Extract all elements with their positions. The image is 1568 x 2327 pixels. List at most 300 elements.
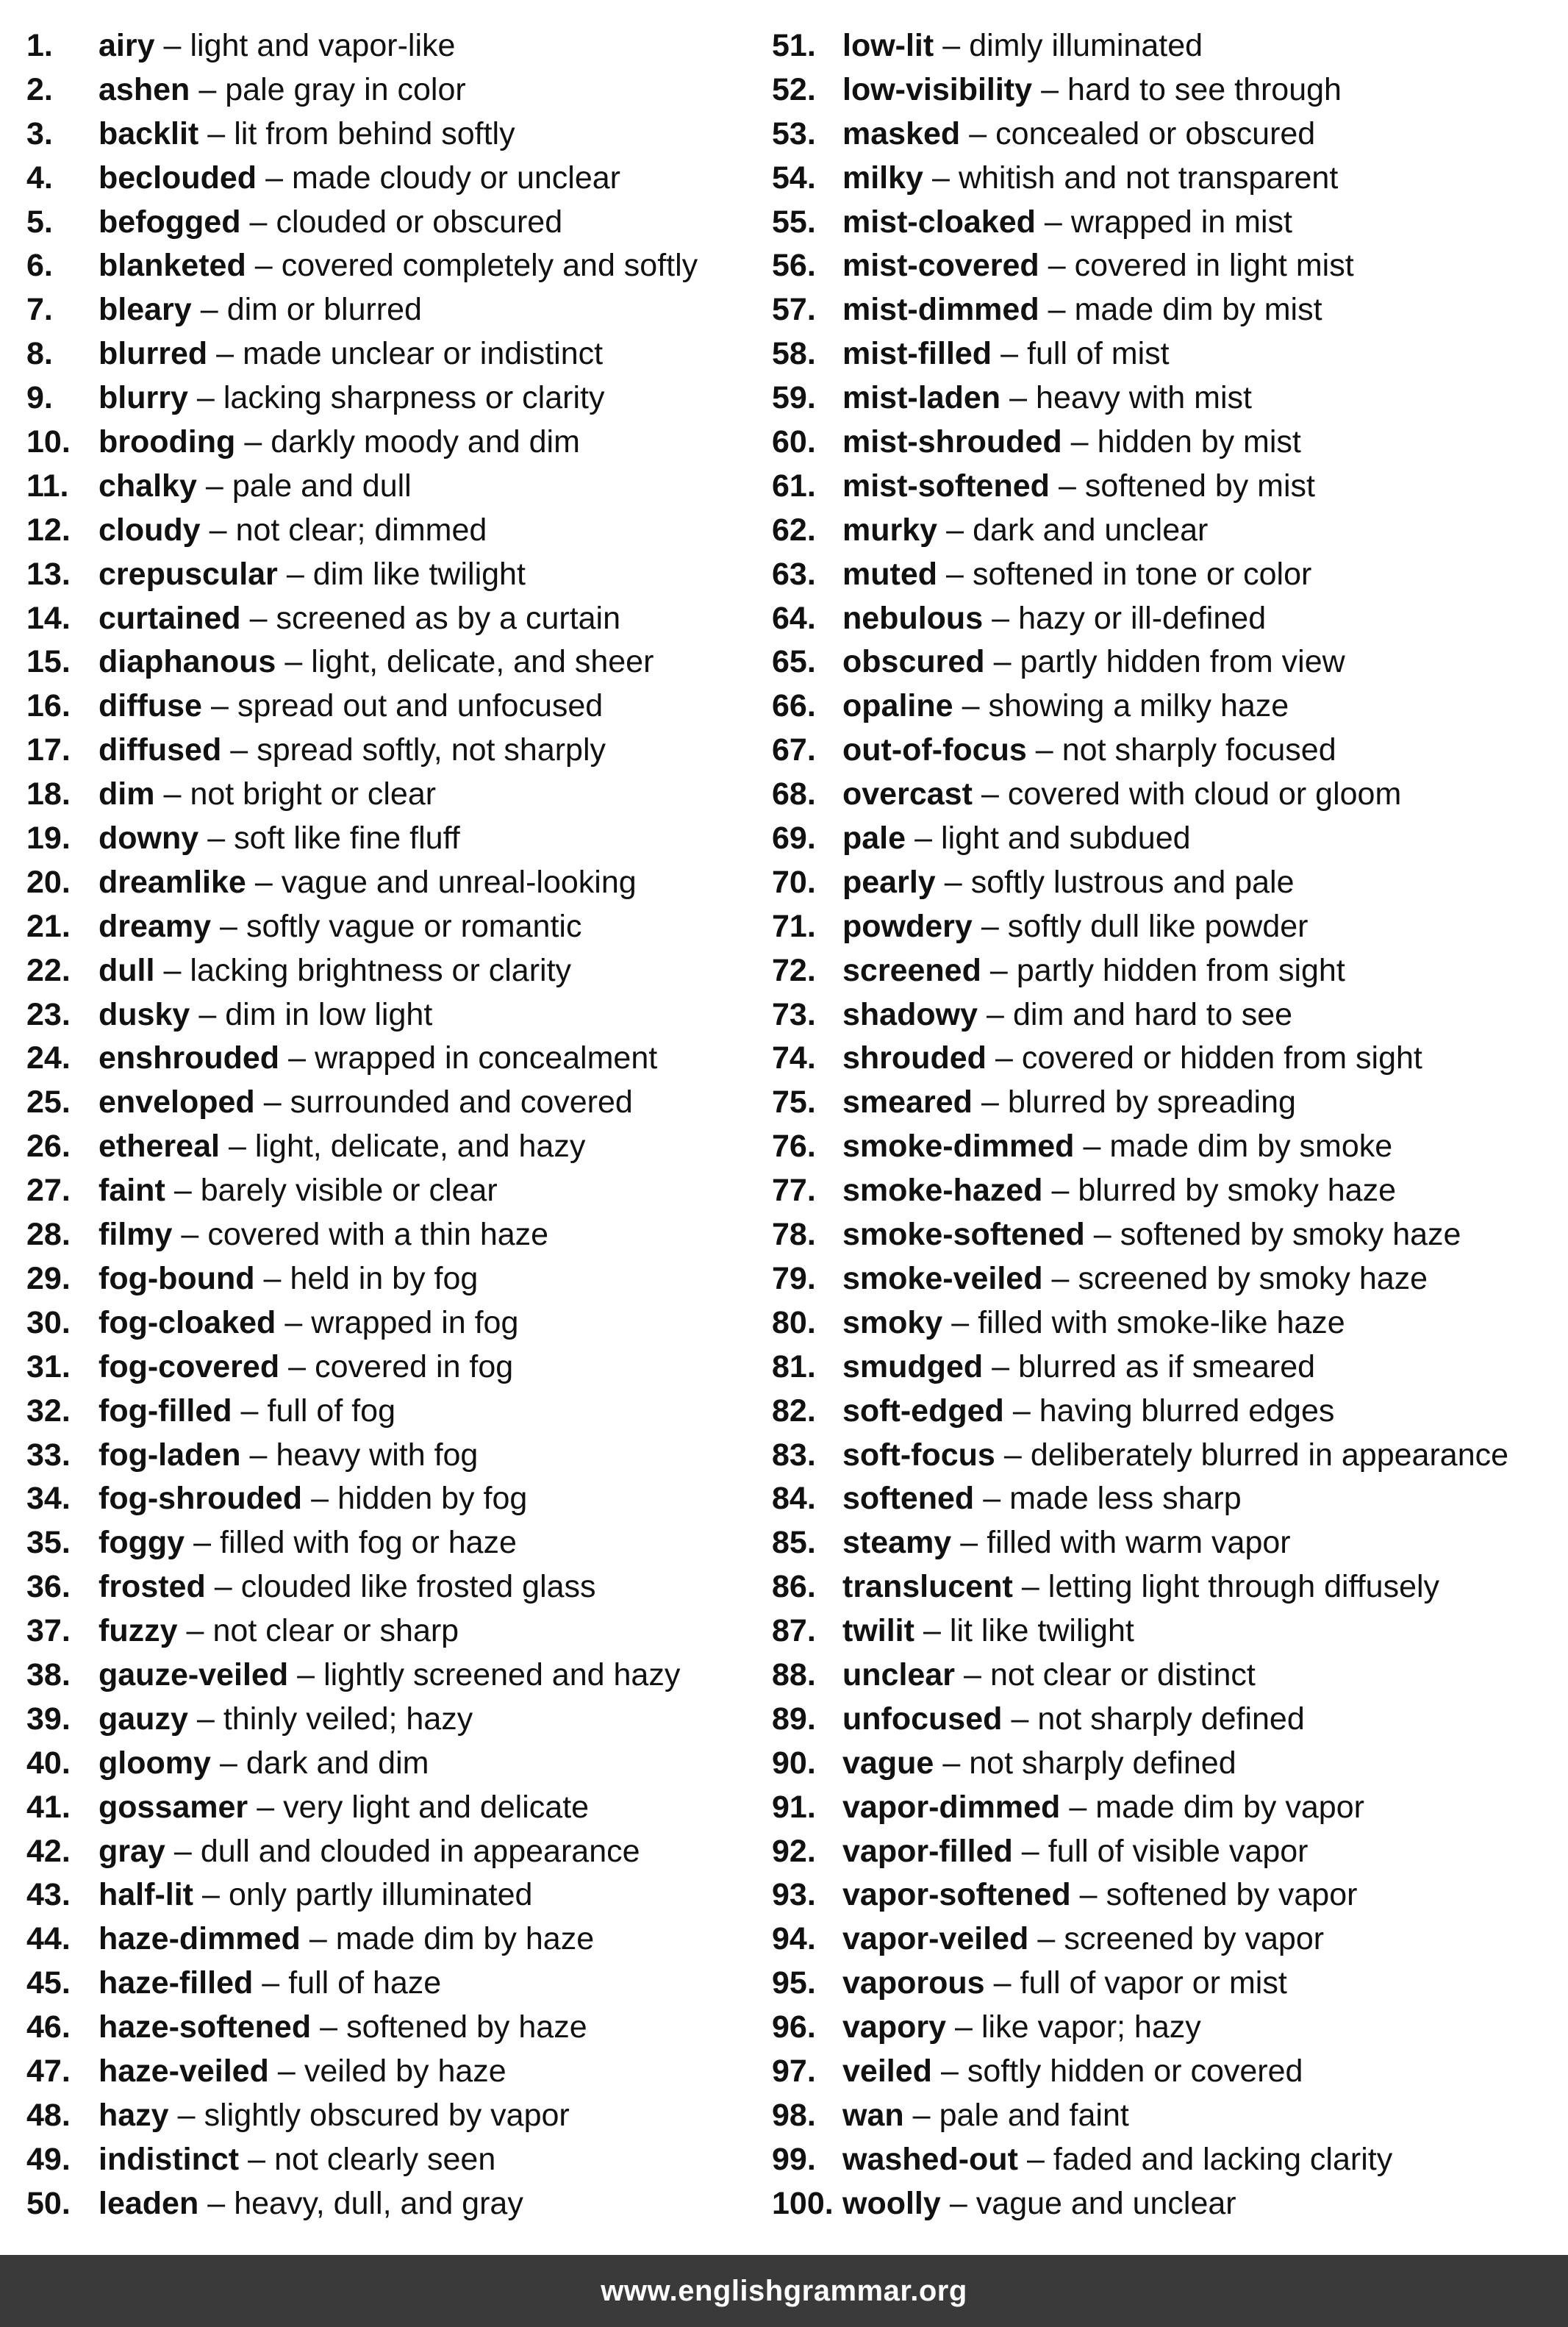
list-item-separator: – bbox=[1037, 1921, 1056, 1957]
list-item-separator: – bbox=[944, 864, 962, 900]
list-item-definition: faded and lacking clarity bbox=[1053, 2141, 1393, 2177]
list-item-separator: – bbox=[993, 1965, 1012, 2001]
list-item-separator: – bbox=[981, 776, 999, 812]
list-item-word: mist-cloaked bbox=[842, 204, 1036, 240]
list-item-word: haze-filled bbox=[99, 1965, 254, 2001]
list-item-separator: – bbox=[1041, 71, 1059, 107]
list-item-word: faint bbox=[99, 1173, 165, 1209]
list-item bbox=[772, 376, 1566, 421]
list-item-number: 4. bbox=[26, 160, 53, 196]
list-item bbox=[26, 68, 762, 112]
list-item-word: diaphanous bbox=[99, 644, 276, 680]
list-item-number: 23. bbox=[26, 996, 71, 1032]
list-item-definition: like vapor; hazy bbox=[981, 2009, 1201, 2045]
list-item-separator: – bbox=[993, 644, 1012, 680]
list-item bbox=[26, 201, 762, 245]
list-item bbox=[26, 1609, 762, 1654]
list-item-separator: – bbox=[207, 821, 226, 857]
list-item bbox=[772, 1917, 1566, 1962]
list-item bbox=[772, 1786, 1566, 1830]
list-item-number: 29. bbox=[26, 1260, 71, 1296]
list-item-separator: – bbox=[200, 292, 218, 328]
list-item bbox=[26, 1345, 762, 1390]
list-item-number: 96. bbox=[772, 2009, 816, 2045]
list-item-word: steamy bbox=[842, 1525, 952, 1561]
list-item-word: smoke-veiled bbox=[842, 1260, 1043, 1296]
list-item-separator: – bbox=[309, 1921, 327, 1957]
list-item-definition: filled with fog or haze bbox=[220, 1525, 517, 1561]
list-item-definition: dim and hard to see bbox=[1012, 996, 1293, 1032]
list-item-definition: dim in low light bbox=[225, 996, 433, 1032]
list-item bbox=[26, 421, 762, 465]
list-item-separator: – bbox=[277, 2053, 296, 2089]
list-item-number: 88. bbox=[772, 1656, 816, 1692]
list-item-word: chalky bbox=[99, 468, 197, 504]
list-item bbox=[26, 288, 762, 332]
list-item-number: 12. bbox=[26, 512, 71, 548]
list-item bbox=[772, 2006, 1566, 2050]
list-item-definition: hazy or ill-defined bbox=[1018, 600, 1267, 636]
list-item-word: blanketed bbox=[99, 248, 246, 284]
list-item-definition: spread softly, not sharply bbox=[257, 732, 606, 768]
list-item-word: leaden bbox=[99, 2185, 199, 2221]
list-item-number: 47. bbox=[26, 2053, 71, 2089]
footer-url[interactable]: www.englishgrammar.org bbox=[601, 2274, 967, 2307]
list-item-word: gloomy bbox=[99, 1745, 211, 1781]
list-item-word: low-lit bbox=[842, 28, 934, 63]
list-item-number: 17. bbox=[26, 732, 71, 768]
list-item-word: mist-softened bbox=[842, 468, 1050, 504]
list-item-definition: covered or hidden from sight bbox=[1021, 1040, 1422, 1076]
list-item-number: 62. bbox=[772, 512, 816, 548]
list-item-definition: covered in fog bbox=[315, 1348, 514, 1384]
list-item-separator: – bbox=[1048, 292, 1066, 328]
list-item-number: 52. bbox=[772, 71, 816, 107]
list-item bbox=[26, 1081, 762, 1125]
list-item-separator: – bbox=[249, 204, 268, 240]
list-item-definition: heavy with mist bbox=[1036, 380, 1252, 416]
list-item-word: beclouded bbox=[99, 160, 257, 196]
list-item-number: 81. bbox=[772, 1348, 816, 1384]
list-item-word: crepuscular bbox=[99, 556, 278, 592]
list-item-separator: – bbox=[1003, 1437, 1022, 1473]
list-item-separator: – bbox=[1058, 468, 1076, 504]
list-item-word: pale bbox=[842, 821, 906, 857]
list-item-separator: – bbox=[173, 1833, 192, 1869]
list-item-separator: – bbox=[981, 1084, 999, 1120]
list-item-definition: lacking sharpness or clarity bbox=[223, 380, 605, 416]
list-item-definition: filled with smoke-like haze bbox=[978, 1304, 1345, 1340]
list-item-number: 79. bbox=[772, 1260, 816, 1296]
list-item-number: 78. bbox=[772, 1217, 816, 1253]
list-item bbox=[772, 773, 1566, 817]
list-item-word: screened bbox=[842, 952, 981, 988]
list-item bbox=[26, 24, 762, 68]
list-item-definition: blurred by spreading bbox=[1007, 1084, 1296, 1120]
list-item-number: 45. bbox=[26, 1965, 71, 2001]
list-item-number: 58. bbox=[772, 336, 816, 372]
list-item bbox=[26, 817, 762, 861]
list-item-word: diffused bbox=[99, 732, 222, 768]
list-item-definition: darkly moody and dim bbox=[271, 424, 580, 460]
list-item-number: 26. bbox=[26, 1129, 71, 1165]
list-item-number: 59. bbox=[772, 380, 816, 416]
list-item-definition: covered completely and softly bbox=[281, 248, 698, 284]
list-item-separator: – bbox=[983, 1481, 1001, 1517]
list-item bbox=[26, 1654, 762, 1698]
list-item-word: fog-covered bbox=[99, 1348, 280, 1384]
list-item bbox=[772, 509, 1566, 553]
list-item-separator: – bbox=[249, 600, 268, 636]
list-item-separator: – bbox=[263, 1084, 282, 1120]
list-item-word: cloudy bbox=[99, 512, 201, 548]
list-item-definition: light and subdued bbox=[941, 821, 1191, 857]
list-item bbox=[772, 68, 1566, 112]
list-item bbox=[26, 1434, 762, 1478]
word-list-column-right bbox=[772, 24, 1566, 2226]
list-item-number: 74. bbox=[772, 1040, 816, 1076]
list-item-word: out-of-focus bbox=[842, 732, 1027, 768]
list-item-separator: – bbox=[949, 2185, 967, 2221]
list-item bbox=[772, 1565, 1566, 1609]
list-item-separator: – bbox=[193, 1525, 211, 1561]
list-item-separator: – bbox=[219, 1745, 237, 1781]
list-item-word: ashen bbox=[99, 71, 190, 107]
list-item bbox=[26, 773, 762, 817]
list-item bbox=[772, 2050, 1566, 2094]
list-item-definition: dim or blurred bbox=[226, 292, 422, 328]
list-item bbox=[772, 1037, 1566, 1081]
list-item-number: 10. bbox=[26, 424, 71, 460]
list-item-number: 84. bbox=[772, 1481, 816, 1517]
list-item-number: 83. bbox=[772, 1437, 816, 1473]
list-item-definition: softly vague or romantic bbox=[246, 908, 582, 944]
list-item-definition: wrapped in fog bbox=[311, 1304, 519, 1340]
list-item bbox=[772, 905, 1566, 949]
list-item-separator: – bbox=[286, 556, 304, 592]
list-item-separator: – bbox=[230, 732, 248, 768]
list-item-word: masked bbox=[842, 115, 961, 151]
list-item-number: 49. bbox=[26, 2141, 71, 2177]
list-item-number: 73. bbox=[772, 996, 816, 1032]
list-item-definition: softened by smoky haze bbox=[1120, 1217, 1461, 1253]
list-item-definition: light, delicate, and hazy bbox=[254, 1129, 586, 1165]
list-item-separator: – bbox=[932, 160, 950, 196]
list-item-number: 51. bbox=[772, 28, 816, 63]
list-item-separator: – bbox=[207, 2185, 226, 2221]
list-item-number: 40. bbox=[26, 1745, 71, 1781]
list-item-separator: – bbox=[1012, 1393, 1031, 1429]
list-item-word: dreamy bbox=[99, 908, 211, 944]
list-item-number: 48. bbox=[26, 2097, 71, 2133]
list-item-definition: not clear or distinct bbox=[989, 1656, 1256, 1692]
list-item-number: 9. bbox=[26, 380, 53, 416]
list-item bbox=[772, 1434, 1566, 1478]
list-item-word: soft-focus bbox=[842, 1437, 995, 1473]
list-item-word: blurry bbox=[99, 380, 188, 416]
footer-bar bbox=[0, 2255, 1568, 2327]
list-item-number: 61. bbox=[772, 468, 816, 504]
list-item-separator: – bbox=[969, 115, 987, 151]
list-item-word: haze-dimmed bbox=[99, 1921, 301, 1957]
list-item-word: mist-filled bbox=[842, 336, 992, 372]
list-item-definition: dark and dim bbox=[246, 1745, 429, 1781]
list-item-number: 89. bbox=[772, 1701, 816, 1737]
list-item-definition: held in by fog bbox=[290, 1260, 479, 1296]
list-item-separator: – bbox=[209, 512, 227, 548]
list-item-word: vapor-softened bbox=[842, 1877, 1071, 1913]
list-item-number: 18. bbox=[26, 776, 71, 812]
list-item bbox=[26, 465, 762, 509]
list-item-number: 70. bbox=[772, 864, 816, 900]
list-item bbox=[26, 553, 762, 597]
list-item-number: 35. bbox=[26, 1525, 71, 1561]
list-item-separator: – bbox=[249, 1437, 268, 1473]
list-item bbox=[26, 1477, 762, 1521]
list-item-word: vapor-filled bbox=[842, 1833, 1013, 1869]
list-item-number: 69. bbox=[772, 821, 816, 857]
list-item-number: 85. bbox=[772, 1525, 816, 1561]
list-item bbox=[26, 1125, 762, 1169]
list-item-separator: – bbox=[284, 1304, 303, 1340]
list-item-number: 27. bbox=[26, 1173, 71, 1209]
list-item-separator: – bbox=[1051, 1173, 1070, 1209]
list-item-definition: slightly obscured by vapor bbox=[204, 2097, 570, 2133]
list-item bbox=[772, 1830, 1566, 1874]
list-item-number: 6. bbox=[26, 248, 53, 284]
list-item-separator: – bbox=[992, 600, 1010, 636]
list-item-number: 41. bbox=[26, 1789, 71, 1825]
list-item-separator: – bbox=[284, 644, 303, 680]
list-item-definition: deliberately blurred in appearance bbox=[1030, 1437, 1509, 1473]
list-item bbox=[772, 24, 1566, 68]
list-item-number: 90. bbox=[772, 1745, 816, 1781]
list-item-word: gauzy bbox=[99, 1701, 188, 1737]
list-item-separator: – bbox=[992, 1348, 1010, 1384]
list-item-separator: – bbox=[263, 1260, 282, 1296]
list-item-separator: – bbox=[1021, 1833, 1039, 1869]
list-item-number: 99. bbox=[772, 2141, 816, 2177]
list-item-word: filmy bbox=[99, 1217, 173, 1253]
list-item-definition: made unclear or indistinct bbox=[243, 336, 604, 372]
list-item-word: mist-covered bbox=[842, 248, 1039, 284]
list-item-number: 50. bbox=[26, 2185, 71, 2221]
list-item bbox=[772, 1609, 1566, 1654]
list-item-definition: thinly veiled; hazy bbox=[223, 1701, 473, 1737]
list-item-number: 36. bbox=[26, 1569, 71, 1605]
list-item-word: gauze-veiled bbox=[99, 1656, 289, 1692]
list-item-word: soft-edged bbox=[842, 1393, 1004, 1429]
list-item-number: 72. bbox=[772, 952, 816, 988]
list-item-definition: hard to see through bbox=[1067, 71, 1342, 107]
list-item bbox=[772, 1301, 1566, 1345]
list-item-word: fuzzy bbox=[99, 1613, 178, 1649]
list-item-definition: dim like twilight bbox=[312, 556, 526, 592]
list-item-word: haze-softened bbox=[99, 2009, 312, 2045]
list-item-separator: – bbox=[1011, 1701, 1029, 1737]
list-item bbox=[772, 1169, 1566, 1213]
list-item bbox=[772, 1873, 1566, 1917]
list-item-number: 33. bbox=[26, 1437, 71, 1473]
list-item-word: shrouded bbox=[842, 1040, 987, 1076]
list-item-definition: lightly screened and hazy bbox=[323, 1656, 681, 1692]
list-item-word: wan bbox=[842, 2097, 904, 2133]
list-item-word: woolly bbox=[842, 2185, 941, 2221]
list-item-definition: light and vapor-like bbox=[190, 28, 456, 63]
list-item-word: vague bbox=[842, 1745, 934, 1781]
list-item-word: mist-laden bbox=[842, 380, 1001, 416]
list-item-number: 76. bbox=[772, 1129, 816, 1165]
list-item-word: obscured bbox=[842, 644, 985, 680]
list-item-word: overcast bbox=[842, 776, 973, 812]
list-item bbox=[772, 729, 1566, 773]
list-item-separator: – bbox=[248, 2141, 266, 2177]
list-item bbox=[26, 2094, 762, 2138]
list-item bbox=[772, 597, 1566, 641]
list-item-separator: – bbox=[198, 996, 217, 1032]
list-item-definition: pale and dull bbox=[232, 468, 412, 504]
list-item-word: downy bbox=[99, 821, 199, 857]
list-item-definition: only partly illuminated bbox=[228, 1877, 533, 1913]
list-item-separator: – bbox=[923, 1613, 941, 1649]
list-item-word: translucent bbox=[842, 1569, 1013, 1605]
list-item-word: smoke-dimmed bbox=[842, 1129, 1075, 1165]
list-item-word: low-visibility bbox=[842, 71, 1033, 107]
list-item-number: 2. bbox=[26, 71, 53, 107]
list-item-definition: partly hidden from sight bbox=[1016, 952, 1345, 988]
list-item bbox=[772, 1345, 1566, 1390]
list-item-separator: – bbox=[210, 688, 229, 724]
list-item-word: murky bbox=[842, 512, 938, 548]
list-item-number: 66. bbox=[772, 688, 816, 724]
list-item-separator: – bbox=[202, 1877, 220, 1913]
list-item bbox=[772, 993, 1566, 1037]
list-item bbox=[772, 112, 1566, 157]
list-item-word: befogged bbox=[99, 204, 241, 240]
list-item-word: smoky bbox=[842, 1304, 943, 1340]
list-item bbox=[26, 332, 762, 376]
list-item-word: brooding bbox=[99, 424, 236, 460]
list-item-definition: showing a milky haze bbox=[988, 688, 1289, 724]
list-item-word: fog-cloaked bbox=[99, 1304, 276, 1340]
list-item bbox=[772, 684, 1566, 729]
list-item bbox=[26, 1830, 762, 1874]
list-item-separator: – bbox=[964, 1656, 981, 1692]
list-item-separator: – bbox=[240, 1393, 259, 1429]
list-item-separator: – bbox=[320, 2009, 338, 2045]
list-item-definition: not clear or sharp bbox=[212, 1613, 459, 1649]
list-item-definition: pale and faint bbox=[939, 2097, 1129, 2133]
list-item bbox=[26, 1037, 762, 1081]
list-item-word: opaline bbox=[842, 688, 953, 724]
list-item-definition: screened as by a curtain bbox=[276, 600, 621, 636]
list-item-number: 31. bbox=[26, 1348, 71, 1384]
list-item bbox=[26, 1390, 762, 1434]
list-item-word: unclear bbox=[842, 1656, 955, 1692]
list-item bbox=[772, 157, 1566, 201]
list-item-separator: – bbox=[946, 556, 964, 592]
list-item-word: nebulous bbox=[842, 600, 984, 636]
list-item-word: bleary bbox=[99, 292, 192, 328]
list-item-word: indistinct bbox=[99, 2141, 240, 2177]
list-item-word: ethereal bbox=[99, 1129, 220, 1165]
list-item bbox=[26, 684, 762, 729]
list-item bbox=[26, 1257, 762, 1301]
list-item-word: gossamer bbox=[99, 1789, 248, 1825]
list-item-definition: whitish and not transparent bbox=[958, 160, 1339, 196]
list-item-separator: – bbox=[955, 2009, 973, 2045]
list-item-definition: screened by vapor bbox=[1064, 1921, 1325, 1957]
list-item-definition: veiled by haze bbox=[304, 2053, 506, 2089]
list-item-word: vapor-veiled bbox=[842, 1921, 1029, 1957]
list-item-number: 46. bbox=[26, 2009, 71, 2045]
list-item-separator: – bbox=[163, 776, 182, 812]
list-item-separator: – bbox=[995, 1040, 1013, 1076]
list-item-number: 5. bbox=[26, 204, 53, 240]
list-item bbox=[26, 1917, 762, 1962]
list-item-definition: clouded or obscured bbox=[276, 204, 563, 240]
list-item-number: 11. bbox=[26, 468, 69, 504]
list-item-definition: softened by mist bbox=[1084, 468, 1315, 504]
list-item bbox=[772, 421, 1566, 465]
list-item bbox=[26, 993, 762, 1037]
list-item bbox=[772, 949, 1566, 993]
list-item-number: 95. bbox=[772, 1965, 816, 2001]
list-item-definition: made less sharp bbox=[1009, 1481, 1242, 1517]
list-item bbox=[26, 905, 762, 949]
list-item-number: 71. bbox=[772, 908, 816, 944]
list-item-separator: – bbox=[288, 1040, 307, 1076]
list-item bbox=[772, 1125, 1566, 1169]
list-item-definition: heavy with fog bbox=[276, 1437, 479, 1473]
list-item bbox=[772, 1742, 1566, 1786]
list-item-definition: surrounded and covered bbox=[290, 1084, 633, 1120]
list-item-separator: – bbox=[1051, 1260, 1070, 1296]
list-item-definition: made cloudy or unclear bbox=[292, 160, 620, 196]
list-item-definition: not clearly seen bbox=[274, 2141, 496, 2177]
list-item-definition: softened by haze bbox=[346, 2009, 587, 2045]
list-item bbox=[26, 1962, 762, 2006]
list-item-definition: made dim by haze bbox=[335, 1921, 595, 1957]
list-item-word: enveloped bbox=[99, 1084, 255, 1120]
list-item bbox=[26, 1565, 762, 1609]
list-item-number: 20. bbox=[26, 864, 71, 900]
list-item-separator: – bbox=[989, 952, 1008, 988]
list-item-definition: vague and unclear bbox=[975, 2185, 1236, 2221]
list-item bbox=[26, 376, 762, 421]
list-item bbox=[26, 2182, 762, 2226]
list-item-number: 25. bbox=[26, 1084, 71, 1120]
list-item-number: 98. bbox=[772, 2097, 816, 2133]
list-item-definition: letting light through diffusely bbox=[1048, 1569, 1440, 1605]
list-item bbox=[772, 2094, 1566, 2138]
list-item bbox=[26, 949, 762, 993]
list-item bbox=[772, 1213, 1566, 1257]
list-item bbox=[26, 1742, 762, 1786]
list-item-number: 92. bbox=[772, 1833, 816, 1869]
list-item bbox=[772, 1081, 1566, 1125]
list-item bbox=[772, 1654, 1566, 1698]
list-item bbox=[772, 1698, 1566, 1742]
list-item-definition: wrapped in concealment bbox=[315, 1040, 658, 1076]
list-item-number: 82. bbox=[772, 1393, 816, 1429]
list-item bbox=[26, 1698, 762, 1742]
list-item-definition: soft like fine fluff bbox=[234, 821, 460, 857]
list-item-word: dreamlike bbox=[99, 864, 246, 900]
list-item-word: diffuse bbox=[99, 688, 202, 724]
list-item-separator: – bbox=[177, 2097, 196, 2133]
list-item-separator: – bbox=[163, 952, 182, 988]
